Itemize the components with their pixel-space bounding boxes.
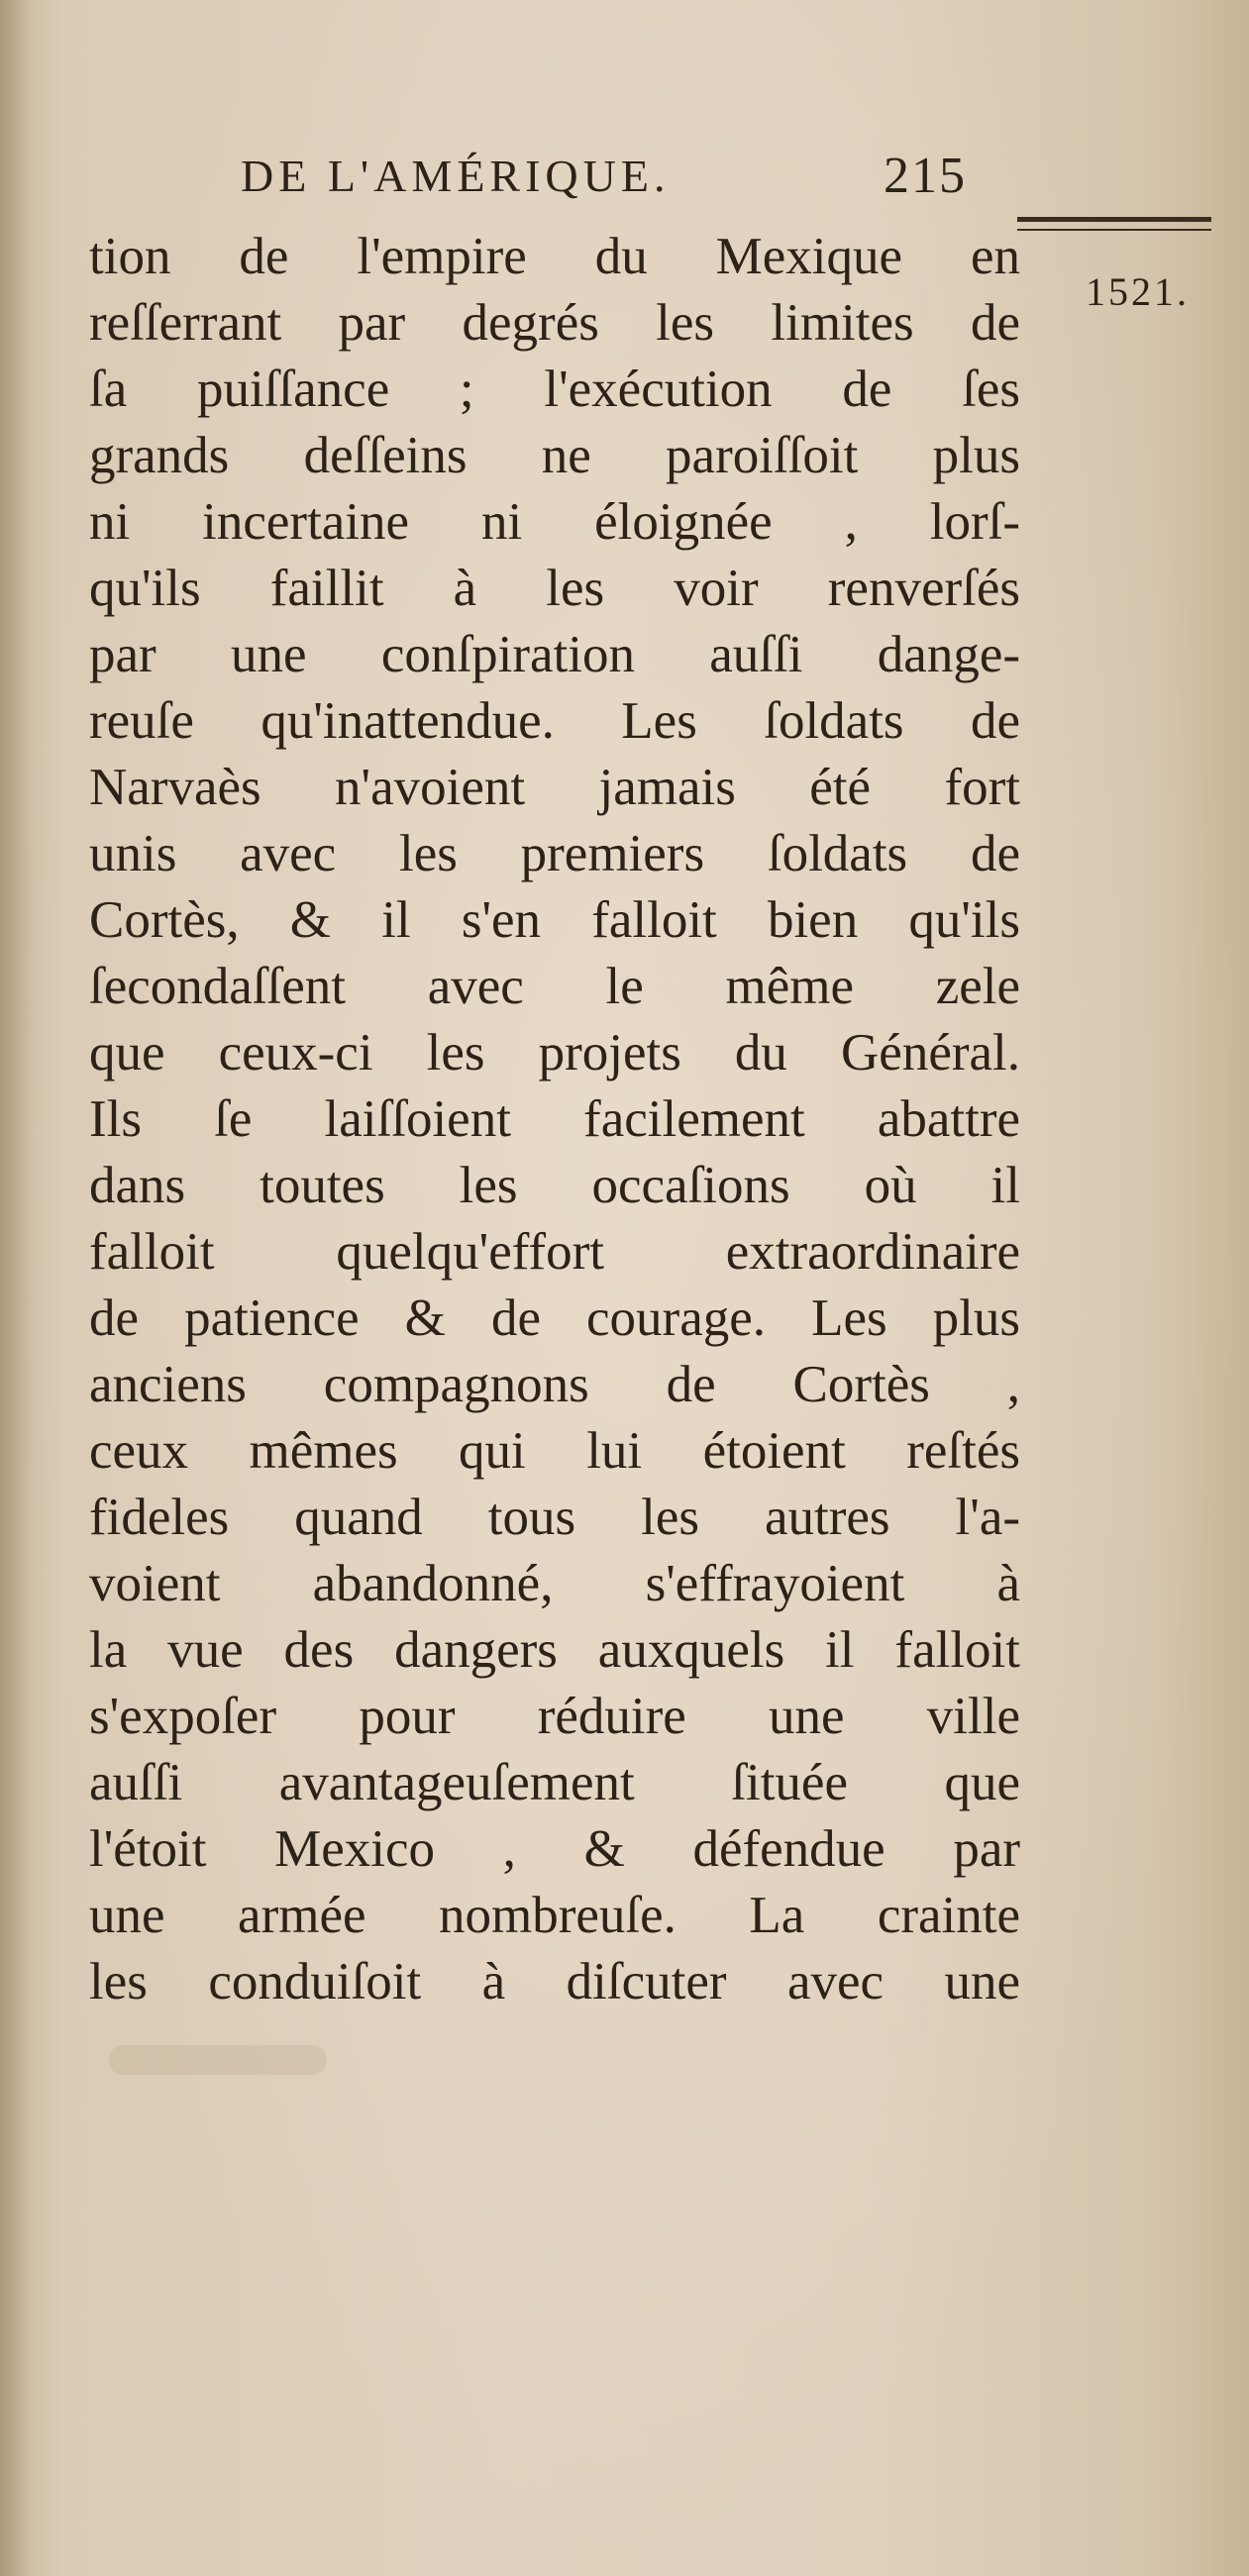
text-line: s'expoſer pour réduire une ville [89,1688,1020,1745]
text-line: auſſi avantageuſement ſituée que [89,1754,1020,1811]
text-line: l'étoit Mexico , & défendue par [89,1820,1020,1878]
text-line: grands deſſeins ne paroiſſoit plus [89,427,1020,484]
text-line: Cortès, & il s'en falloit bien qu'ils [89,891,1020,949]
text-line: par une conſpiration auſſi dange- [89,626,1020,683]
text-line: reuſe qu'inattendue. Les ſoldats de [89,692,1020,750]
text-line: falloit quelqu'effort extraordinaire [89,1223,1020,1281]
faint-ink-mark [109,2045,327,2075]
text-line: de patience & de courage. Les plus [89,1289,1020,1347]
text-line: voient abandonné, s'effrayoient à [89,1555,1020,1612]
margin-rule-thick [1017,217,1211,222]
text-line: fideles quand tous les autres l'a- [89,1489,1020,1546]
text-line: ceux mêmes qui lui étoient reſtés [89,1422,1020,1480]
text-line: anciens compagnons de Cortès , [89,1356,1020,1413]
margin-rule-thin [1017,229,1211,231]
text-line: dans toutes les occaſions où il [89,1157,1020,1214]
marginal-year: 1521. [1086,269,1190,314]
text-line: unis avec les premiers ſoldats de [89,825,1020,882]
page-number: 215 [884,148,967,204]
text-line: que ceux-ci les projets du Général. [89,1024,1020,1082]
text-line: ſecondaſſent avec le même zele [89,958,1020,1015]
body-text [89,224,1020,2015]
text-line: ſa puiſſance ; l'exécution de ſes [89,361,1020,418]
text-line: Narvaès n'avoient jamais été fort [89,759,1020,816]
page-fold-shadow [0,0,34,2576]
text-line: ni incertaine ni éloignée , lorſ- [89,493,1020,551]
text-line: une armée nombreuſe. La crainte [89,1887,1020,1944]
running-head [0,142,1249,211]
text-line: qu'ils faillit à les voir renverſés [89,560,1020,617]
text-line: tion de l'empire du Mexique en [89,228,1020,285]
running-title: DE L'AMÉRIQUE. [241,151,671,201]
text-line: Ils ſe laiſſoient facilement abattre [89,1090,1020,1148]
text-line: reſſerrant par degrés les limites de [89,294,1020,352]
text-line: les conduiſoit à diſcuter avec une [89,1953,1020,2010]
text-line: la vue des dangers auxquels il falloit [89,1621,1020,1679]
